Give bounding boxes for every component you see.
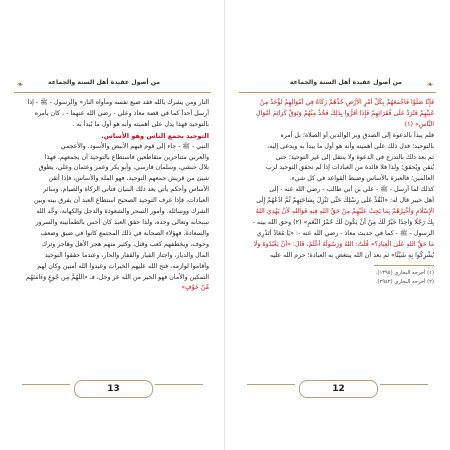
footnote-divider (374, 265, 434, 266)
footer-flourish-icon (247, 384, 295, 393)
text-line: بالتوحيد؛ فدل ذلك على أهميته وأنه هو أول ما يبدأ به ويدعى إليه، (267, 142, 434, 150)
right-header-title: من أصول عقيدة أهل السنة والجماعة (289, 79, 402, 86)
left-page-number: 13 (107, 384, 120, 394)
header-ornament-icon: ❧ (16, 80, 24, 89)
text-line: ثم بعد ذلك بالتدرج في الدعوة ولا ينتقل إلى غير التوحيد؛ حتى (275, 153, 434, 161)
right-page-number: 12 (332, 384, 345, 394)
text-line: مَا حَقُّ اللهِ عَلَى الْعِبَادِ؟» قُلْتُ: اللهُ وَرَسُولُهُ أَعْلَمُ، قَالَ: «أَنْ يَعْبُدُوهُ وَلَا (253, 240, 434, 248)
text-line: أرسل أحداً كما في قصة معاذ وعلي - رضي الله عنهما - ، كان يأمره (34, 109, 209, 117)
text-line: والعربي متناحرين متقاطعين فاستطاع بالتوحيد أن يجمعهم، فهذا (44, 153, 209, 161)
left-page-header (14, 78, 211, 93)
text-line: النَّاسِ» (١) (404, 120, 434, 128)
section-heading: التوحيد يجمع الناس وهو الأساس. (101, 131, 209, 140)
header-ornament-icon: ❧ (426, 80, 434, 89)
text-line: شيئ من قريش جمعهم التوحيد، فهو الملة والأساس، فإذا أُتقن (48, 175, 209, 183)
text-line: كذلك لما أرسل - ﷺ - علي بن أبي طالب - رضي الله عنه - إلى (269, 186, 434, 194)
left-page-footer (14, 376, 211, 402)
text-line: النبي - ﷺ - جاء إلى قوم فيهم الأبيض والأسود، والأعجمي (60, 142, 209, 150)
text-line: المال والديار، واجتاز القيار والقفار والحار، وعندما حققوا التوحيد (44, 251, 209, 259)
text-line: يُتقن ويُحقق؛ ولذا فلا فائدة من العبادات إذا لم تحقق التوحيد لرب (265, 164, 434, 172)
text-line: غَنِيِّهِمْ فَتُرَدُّ عَلَى فُقَرَائِهِمْ فَإِذَا أَقَرُّوا بِذَلِكَ فَخُذْ مِنْهُمْ وَتَوَقَّ كَرَائِمَ أَمْوَالِ (255, 109, 434, 117)
text-line: العالمين؛ فالعبرة بالأساس وضبط القواعد في كل شيء. (289, 175, 434, 183)
text-line: والسعادة، فهؤلاء الصحابة في ذلك المجتمع كانوا في ضيق وضعف (40, 229, 209, 237)
footer-flourish-icon (22, 384, 70, 393)
right-page (225, 0, 450, 450)
left-header-title: من أصول عقيدة أهل السنة والجماعة (48, 79, 161, 86)
text-line: يُشْرِكُوا بِهِ شَيْئًا» ثم بعد أن الله يبتغض به العبادة؛ حرم الله عليه (270, 251, 434, 259)
text-line: الرسول - ﷺ - كما في حديث معاذ - رضي الله عنه -: «يَا مُعَاذُ أَتَدْرِي (256, 229, 434, 237)
text-line: فَإِنَّا صَلَوْا فَاجْمَعَهُمْ بِكُلِّ أَمْرٍ الْأَرْضِ خُذْهُمْ زَكَاةً فِي أَمْوَالِهِمْ تُؤْخَذُ مِنْ (260, 99, 434, 106)
left-page-body (16, 98, 209, 370)
footnote: (٢) أخرجه البخاري (٢٩٤٢). (375, 278, 434, 285)
text-line: بلال حبشي، وسلمان فارسي، وأبو بكر وعمر وعثمان وعلي، يطوق (38, 164, 209, 172)
text-line: وخوف، ويخطفهم كعب وقتل، وكثير منهم هجر الأهل وهاجر وترك (41, 240, 209, 248)
text-line: بالتوحيد فهذا يدل على أهميته وأنه هو أول ما يُبدأ به . (72, 120, 209, 128)
footer-flourish-icon (155, 384, 203, 393)
text-line: بِكَ رَجُلًا وَاحِدًا خَيْرٌ لَكَ مِنْ أَنْ يَكُونَ لَكَ حُمْرُ النَّعَمِ» (٢) وحق الله بينه - (252, 218, 434, 226)
right-page-header (239, 78, 436, 93)
right-page-footer (239, 376, 436, 402)
text-line: أهل خيبر قال له: «انْفُذْ عَلَى رِسْلِكَ حَتَّى تَنْزِلَ بِسَاحَتِهِمْ ثُمَّ ادْعُهُمْ إِلَى (256, 197, 434, 205)
text-line: وأقاموا لوازمه، فتح الله عليهم الخيرات وعبدوا الله آمنين وكان لهم (37, 262, 209, 270)
text-line: التمكين والأمان فهو الخير من الله عز وجل، فـ «اللَّهُمَّ مِن جُوعٍ وَءَامَنَهُم (26, 273, 209, 281)
text-line: العبادات، فإذا عرف التوحيد الصحيح استطاع العبد أن يفرق بينه وبين (33, 197, 209, 205)
text-line: الْإِسْلَامِ وَأَخْبِرْهُمْ بِمَا يَجِبُ عَلَيْهِمْ مِنْ حَقِّ اللهِ فِيهِ فَوَاللهِ لَأَنْ يَهْدِيَ اللهُ (255, 208, 434, 216)
footnote: (١) أخرجه البخاري (١٣٩٥). (375, 269, 434, 276)
text-line: النار ومن يشرك بالله فقد ضيع نفسه ومأواه النار» والرسول - ﷺ - إذا (27, 99, 209, 106)
text-line: سبحانه وتعالى وحده، ولذا حقق العبد كان أحس بالطمأنينة والسرور (35, 218, 209, 226)
right-page-body (241, 98, 434, 370)
text-line: مِّنْ خَوْفٍ» (181, 284, 209, 292)
text-line: فلم يبدأ بالدعوة إلى الصدق وبر الوالدين أو الصلاة؛ بل أمره (280, 131, 434, 139)
footer-flourish-icon (380, 384, 428, 393)
text-line: الأساس وأحكم يأتي بعد ذلك البنيان فتأتي الزكاة والصيام، وسائر (43, 186, 209, 194)
text-line: الشرك ووسائله. وأمور السحر والشعوذة والدجل والكهانة، وحِّد الله (36, 208, 209, 216)
